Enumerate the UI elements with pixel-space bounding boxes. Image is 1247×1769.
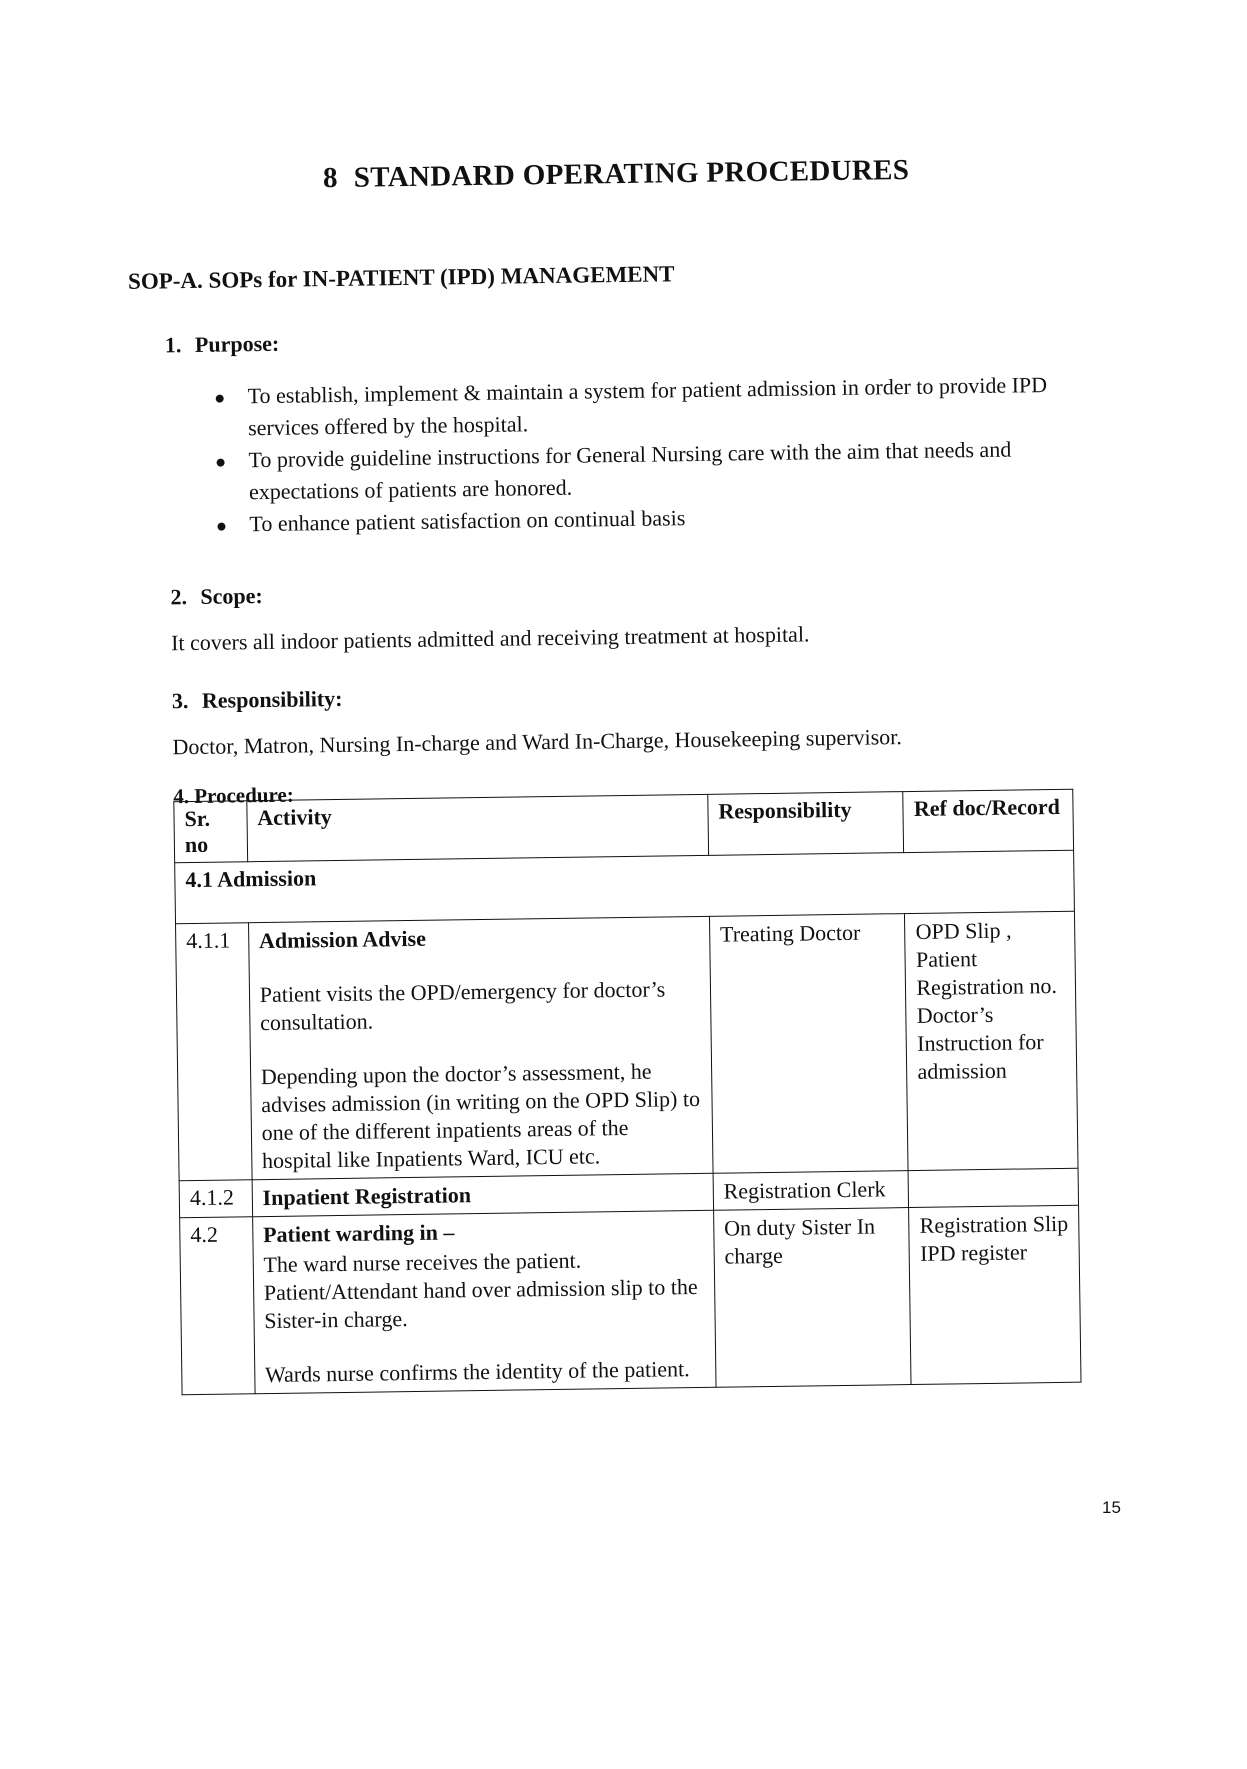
purpose-item: To establish, implement & maintain a system for patient admission in order to provide IPD services offered by the hospital.	[213, 368, 1094, 444]
activity-title: Patient warding in –	[262, 1219, 455, 1248]
row-responsibility: On duty Sister In charge	[713, 1208, 911, 1388]
row-sr: 4.2	[180, 1217, 255, 1395]
table-row	[180, 1205, 1081, 1395]
chapter-heading	[0, 149, 1240, 199]
row-activity	[252, 1173, 714, 1216]
header-ref-doc: Ref doc/Record	[903, 789, 1073, 852]
header-responsibility: Responsibility	[708, 792, 904, 856]
page-number: 15	[1102, 1498, 1121, 1517]
responsibility-label: Responsibility:	[201, 685, 343, 713]
responsibility-number: 3.	[171, 688, 189, 714]
header-activity: Activity	[247, 794, 709, 861]
activity-title: Admission Advise	[258, 925, 427, 954]
purpose-number: 1.	[164, 332, 182, 358]
table-row	[176, 911, 1079, 1181]
activity-paragraph: Patient visits the OPD/emergency for doctor’s consultation.	[259, 976, 666, 1036]
row-sr: 4.1.1	[176, 923, 252, 1181]
responsibility-text: Doctor, Matron, Nursing In-charge and Ward In-Charge, Housekeeping supervisor.	[172, 724, 902, 760]
row-sr: 4.1.2	[179, 1180, 252, 1218]
activity-paragraph: The ward nurse receives the patient. Patient/Attendant hand over admission slip to the Sister-in charge.	[263, 1247, 698, 1334]
purpose-item: To provide guideline instructions for General Nursing care with the aim that needs and expectations of patients are honored.	[214, 432, 1095, 508]
row-responsibility: Treating Doctor	[709, 914, 908, 1174]
purpose-heading	[165, 331, 280, 359]
chapter-number: 8	[322, 161, 339, 195]
activity-paragraph: Wards nurse confirms the identity of the patient.	[264, 1356, 690, 1388]
procedure-heading: 4. Procedure:	[173, 782, 294, 809]
row-ref: Registration Slip IPD register	[909, 1205, 1081, 1384]
row-responsibility: Registration Clerk	[713, 1171, 909, 1211]
purpose-item: To enhance patient satisfaction on continual basis	[215, 496, 1095, 540]
header-sr-no: Sr. no	[174, 801, 248, 863]
responsibility-heading	[172, 686, 343, 714]
scope-number: 2.	[170, 584, 188, 610]
activity-title: Inpatient Registration	[262, 1182, 472, 1211]
procedure-table	[173, 789, 1081, 1396]
chapter-title: STANDARD OPERATING PROCEDURES	[353, 153, 910, 194]
row-activity	[248, 916, 713, 1179]
group-admission-title: 4.1 Admission	[175, 850, 1075, 924]
sop-heading: SOP-A. SOPs for IN-PATIENT (IPD) MANAGEMENT	[127, 261, 675, 294]
purpose-list	[213, 368, 1095, 540]
scope-heading	[170, 583, 263, 610]
row-ref: OPD Slip , Patient Registration no. Doctor’s Instruction for admission	[905, 911, 1078, 1170]
scope-text: It covers all indoor patients admitted and receiving treatment at hospital.	[170, 621, 810, 656]
row-activity	[252, 1210, 716, 1393]
purpose-label: Purpose:	[194, 330, 280, 357]
activity-paragraph: Depending upon the doctor’s assessment, he advises admission (in writing on the OPD Slip) to one of the different inpatients areas of the hospital like Inpatients Ward, ICU etc.	[260, 1058, 701, 1174]
row-ref	[908, 1168, 1078, 1207]
scope-label: Scope:	[200, 583, 263, 609]
